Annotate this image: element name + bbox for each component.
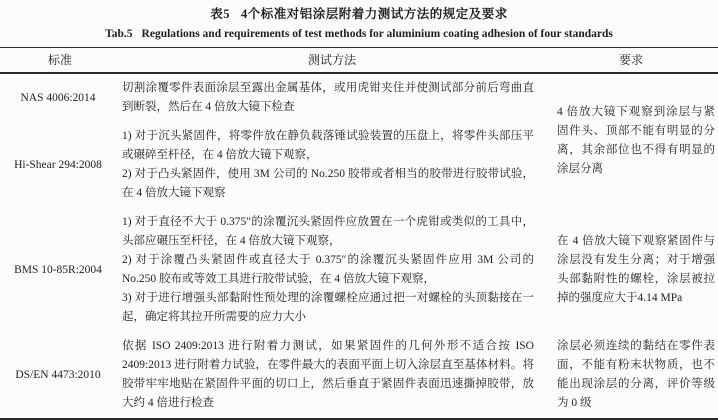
table-row-ds-en-4473 bbox=[0, 332, 718, 419]
header-test-method: 测试方法 bbox=[120, 48, 544, 74]
method-paragraph: 2) 对于涂覆凸头紧固件或直径大于 0.375″的涂覆沉头紧固件应用 3M 公司的 No.250 胶布或等效工具进行胶带试验，在 4 倍放大镜下观察， bbox=[122, 254, 534, 285]
standard-cell: NAS 4006:2014 bbox=[20, 91, 96, 104]
table-caption-en bbox=[0, 28, 718, 40]
method-cell bbox=[120, 122, 544, 208]
header-standard: 标准 bbox=[0, 48, 120, 74]
requirement-cell: 涂层必须连续的黏结在零件表面，不能有粉末状物质，也不能出现涂层的分离，评价等级为 0 级 bbox=[557, 340, 715, 409]
standard-cell: BMS 10-85R:2004 bbox=[14, 263, 102, 276]
requirement-cell-shared: 4 倍放大镜下观察到涂层与紧固件头、顶部不能有明显的分离，其余部位也不得有明显的涂层分离 bbox=[557, 106, 715, 175]
table-number-en: Tab.5 bbox=[105, 28, 133, 40]
requirement-cell: 在 4 倍放大镜下观察紧固件与涂层没有发生分离；对于增强头部黏附性的螺栓，涂层被拉掉的强度应大于4.14 MPa bbox=[557, 235, 715, 304]
table-title-en: Regulations and requirements of test methods for aluminium coating adhesion of four standards bbox=[141, 28, 613, 40]
table-number-zh: 表5 bbox=[210, 7, 230, 21]
method-cell bbox=[120, 208, 544, 332]
method-cell bbox=[120, 332, 544, 419]
standards-requirements-table bbox=[0, 47, 718, 420]
method-paragraph: 3) 对于进行增强头部黏附性预处理的涂覆螺栓应通过把一对螺栓的头顶黏接在一起，确定将其拉开所需要的应力大小 bbox=[122, 292, 534, 323]
table-caption-zh bbox=[0, 0, 718, 22]
standard-cell: DS/EN 4473:2010 bbox=[15, 368, 101, 381]
method-paragraph: 1) 对于直径不大于 0.375″的涂覆沉头紧固件应放置在一个虎钳或类似的工具中，头部应碾压至杆径，在 4 倍放大镜下观察， bbox=[122, 216, 534, 247]
method-cell bbox=[120, 73, 544, 122]
method-paragraph: 1) 对于沉头紧固件，将零件放在静负载落锤试验装置的压盘上，将零件头部压平或碾碎至杆径，在 4 倍放大镜下观察， bbox=[122, 130, 534, 161]
method-paragraph: 依据 ISO 2409:2013 进行附着力测试，如果紧固件的几何外形不适合按 ISO 2409:2013 进行附着力试验，在零件最大的表面平面上切入涂层直至基体材料。将胶带牢牢地贴在紧固件平面的切口上，然后垂直于紧固件表面迅速撕掉胶带，放大约 4 倍进行检查 bbox=[122, 340, 534, 409]
header-row bbox=[0, 48, 718, 74]
table-row-nas-4006 bbox=[0, 73, 718, 122]
table-row-bms-10-85r bbox=[0, 208, 718, 332]
standard-cell: Hi-Shear 294:2008 bbox=[14, 158, 102, 171]
method-paragraph: 切割涂覆零件表面涂层至露出金属基体，或用虎钳夹住并使测试部分前后弯曲直到断裂，然后在 4 倍放大镜下检查 bbox=[122, 82, 534, 113]
header-requirement: 要求 bbox=[544, 48, 718, 74]
table-title-zh: 4个标准对铝涂层附着力测试方法的规定及要求 bbox=[241, 7, 508, 21]
method-paragraph: 2) 对于凸头紧固件，使用 3M 公司的 No.250 胶带或者相当的胶带进行胶带试验，在 4 倍放大镜下观察 bbox=[122, 168, 534, 199]
